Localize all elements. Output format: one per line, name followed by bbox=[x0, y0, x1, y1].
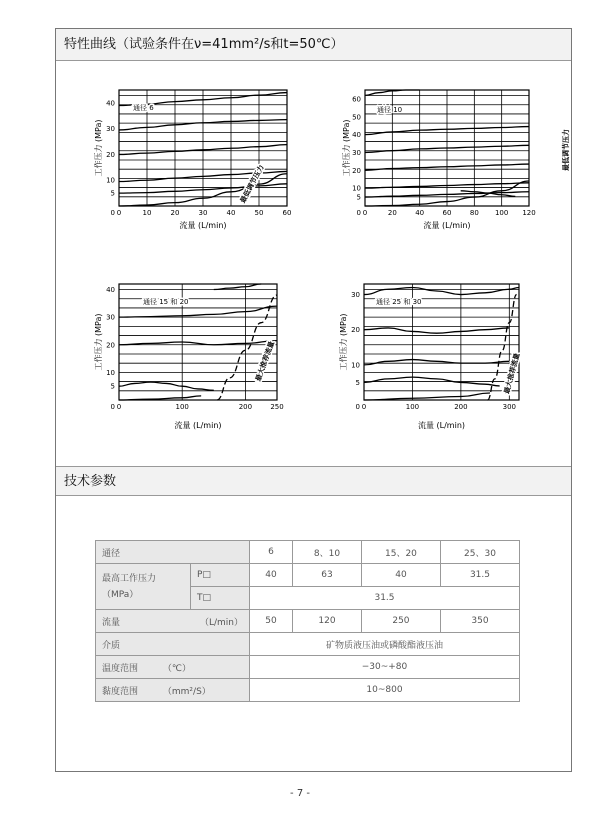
x-tick-label: 20 bbox=[170, 209, 180, 217]
flow-label: 流量 bbox=[102, 617, 121, 628]
temp-unit: （℃） bbox=[162, 663, 191, 674]
row-label-visc bbox=[96, 679, 250, 702]
series-line bbox=[364, 288, 519, 295]
table-row bbox=[96, 656, 520, 679]
table-row bbox=[96, 564, 520, 587]
chart-diameter-25-30 bbox=[340, 276, 550, 441]
y-tick-label: 5 bbox=[355, 378, 360, 387]
chart-title: 通径 25 和 30 bbox=[376, 298, 422, 306]
y-axis-label: 工作压力 (MPa) bbox=[94, 313, 103, 371]
y-axis-label: 工作压力 (MPa) bbox=[339, 313, 348, 371]
port-t-label: T□ bbox=[191, 587, 250, 610]
x-tick-label: 300 bbox=[502, 403, 516, 411]
y-tick-label: 30 bbox=[351, 291, 360, 300]
y-tick-label: 10 bbox=[106, 368, 115, 377]
y-tick-label: 30 bbox=[106, 313, 115, 322]
chart-diameter-15-20 bbox=[95, 276, 305, 441]
table-row bbox=[96, 541, 520, 564]
chart-title: 通径 6 bbox=[133, 104, 154, 112]
x-tick-label: 80 bbox=[469, 209, 479, 217]
y-tick-label: 5 bbox=[110, 382, 115, 391]
row-label-pressure bbox=[96, 564, 191, 610]
y-tick-label: 20 bbox=[351, 326, 360, 335]
x-tick-label: 100 bbox=[175, 403, 189, 411]
cell-temp: −30~+80 bbox=[250, 656, 520, 679]
cell-medium: 矿物质液压油或磷酸酯液压油 bbox=[250, 633, 520, 656]
cell-flow-3: 250 bbox=[361, 610, 440, 633]
x-tick-label: 50 bbox=[254, 209, 264, 217]
y-tick-label: 40 bbox=[106, 286, 115, 295]
cell-diameter-3: 15、20 bbox=[361, 541, 440, 564]
row-label-diameter: 通径 bbox=[96, 541, 250, 564]
pressure-label-line1: 最高工作压力 bbox=[102, 573, 157, 584]
y-tick-label: 10 bbox=[351, 361, 360, 370]
chart-annotation: 最低调节压力 bbox=[238, 163, 266, 205]
table-row bbox=[96, 633, 520, 656]
cell-pressure-p-4: 31.5 bbox=[440, 564, 519, 587]
origin-label: 0 bbox=[110, 403, 115, 411]
flow-unit: （L/min） bbox=[199, 617, 243, 628]
cell-diameter-1: 6 bbox=[250, 541, 293, 564]
x-tick-label: 40 bbox=[415, 209, 425, 217]
origin-label: 0 bbox=[110, 209, 115, 217]
cell-pressure-p-3: 40 bbox=[361, 564, 440, 587]
series-line bbox=[364, 328, 509, 333]
series-line bbox=[364, 360, 509, 365]
x-tick-label: 40 bbox=[226, 209, 236, 217]
cell-pressure-p-1: 40 bbox=[250, 564, 293, 587]
x-axis-label: 流量 (L/min) bbox=[179, 221, 227, 230]
visc-label: 黏度范围 bbox=[102, 686, 139, 697]
chart-title: 通径 10 bbox=[377, 106, 403, 114]
y-tick-label: 20 bbox=[106, 150, 115, 159]
port-p-label: P□ bbox=[191, 564, 250, 587]
cell-diameter-2: 8、10 bbox=[293, 541, 362, 564]
y-tick-label: 5 bbox=[356, 193, 361, 202]
y-tick-label: 20 bbox=[352, 166, 361, 175]
y-tick-label: 50 bbox=[352, 113, 361, 122]
section-title-characteristic-curves: 特性曲线（试验条件在ν=41mm²/s和t=50℃） bbox=[56, 29, 571, 61]
x-tick-label: 100 bbox=[405, 403, 420, 411]
series-line bbox=[364, 393, 490, 400]
y-tick-label: 5 bbox=[110, 189, 115, 198]
cell-diameter-4: 25、30 bbox=[440, 541, 519, 564]
cell-pressure-t: 31.5 bbox=[250, 587, 520, 610]
cell-pressure-p-2: 63 bbox=[293, 564, 362, 587]
chart-title: 通径 15 和 20 bbox=[143, 298, 189, 306]
origin-label: 0 bbox=[356, 209, 361, 217]
page-number: - 7 - bbox=[290, 788, 310, 799]
temp-label: 温度范围 bbox=[102, 663, 139, 674]
y-tick-label: 40 bbox=[106, 99, 115, 108]
x-tick-label: 0 bbox=[116, 403, 122, 411]
x-tick-label: 0 bbox=[362, 209, 368, 217]
origin-label: 0 bbox=[355, 403, 360, 411]
x-tick-label: 20 bbox=[387, 209, 397, 217]
y-axis-label: 工作压力 (MPa) bbox=[94, 119, 103, 177]
x-tick-label: 30 bbox=[198, 209, 208, 217]
x-tick-label: 120 bbox=[522, 209, 536, 217]
chart-annotation: 最大推荐流量 bbox=[502, 352, 522, 395]
tech-params-table bbox=[95, 540, 520, 702]
y-tick-label: 30 bbox=[352, 148, 361, 157]
pressure-label-line2: （MPa） bbox=[102, 589, 139, 600]
x-tick-label: 10 bbox=[142, 209, 152, 217]
x-axis-label: 流量 (L/min) bbox=[423, 221, 471, 230]
cell-flow-4: 350 bbox=[440, 610, 519, 633]
x-tick-label: 100 bbox=[494, 209, 509, 217]
visc-unit: （mm²/S） bbox=[162, 686, 211, 697]
y-tick-label: 60 bbox=[352, 95, 361, 104]
table-row bbox=[96, 610, 520, 633]
x-tick-label: 60 bbox=[442, 209, 452, 217]
y-tick-label: 10 bbox=[352, 184, 361, 193]
series-line bbox=[214, 284, 261, 290]
row-label-medium: 介质 bbox=[96, 633, 250, 656]
x-tick-label: 60 bbox=[282, 209, 292, 217]
y-tick-label: 10 bbox=[106, 176, 115, 185]
series-line bbox=[119, 396, 201, 400]
x-tick-label: 0 bbox=[116, 209, 122, 217]
series-line bbox=[119, 382, 214, 390]
chart-annotation: 最大推荐流量 bbox=[254, 340, 277, 383]
x-tick-label: 200 bbox=[238, 403, 253, 411]
chart-annotation: 最低调节压力 bbox=[562, 129, 570, 171]
table-row bbox=[96, 679, 520, 702]
y-tick-label: 20 bbox=[106, 341, 115, 350]
y-axis-label: 工作压力 (MPa) bbox=[342, 119, 351, 177]
cell-flow-1: 50 bbox=[250, 610, 293, 633]
x-axis-label: 流量 (L/min) bbox=[174, 421, 222, 430]
chart-diameter-10 bbox=[335, 82, 570, 242]
y-tick-label: 40 bbox=[352, 131, 361, 140]
x-tick-label: 200 bbox=[454, 403, 468, 411]
cell-visc: 10~800 bbox=[250, 679, 520, 702]
chart-diameter-6 bbox=[95, 82, 305, 242]
cell-flow-2: 120 bbox=[293, 610, 362, 633]
series-line bbox=[119, 341, 277, 345]
y-tick-label: 30 bbox=[106, 125, 115, 134]
x-tick-label: 0 bbox=[361, 403, 367, 411]
x-axis-label: 流量 (L/min) bbox=[417, 421, 466, 430]
row-label-flow bbox=[96, 610, 250, 633]
section-title-tech-params: 技术参数 bbox=[56, 466, 571, 496]
x-tick-label: 250 bbox=[270, 403, 284, 411]
row-label-temp bbox=[96, 656, 250, 679]
